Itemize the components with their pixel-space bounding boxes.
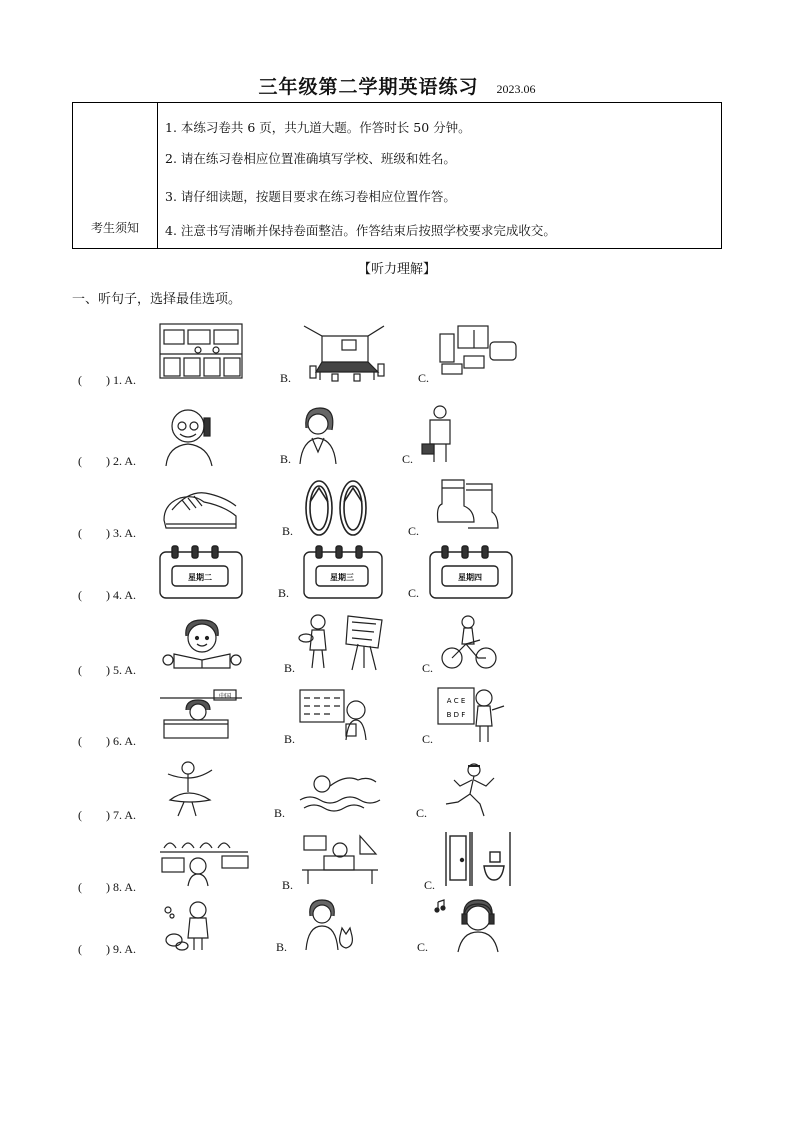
living-room-picture xyxy=(436,322,520,378)
section-title: 【听力理解】 xyxy=(357,262,436,277)
calendar-text-tuesday: 星期二 xyxy=(188,573,212,582)
boy-running-picture xyxy=(440,762,506,818)
q4-label: ( ) 4. A. xyxy=(78,588,136,602)
calendar-text-wednesday: 星期三 xyxy=(330,573,354,582)
girl-with-music-picture xyxy=(434,896,504,954)
girl-dancing-picture xyxy=(160,760,220,818)
q2-option-b: B. xyxy=(280,452,292,466)
girl-swimming-picture xyxy=(296,770,384,814)
q7-option-c: C. xyxy=(416,806,428,820)
q8-label: ( ) 8. A. xyxy=(78,880,136,894)
q8-option-b: B. xyxy=(282,878,294,892)
q2-option-c: C. xyxy=(402,452,414,466)
boy-painting-picture xyxy=(298,612,390,672)
q1-option-c: C. xyxy=(418,371,430,385)
board-text-row2: B D F xyxy=(446,711,466,719)
q1-option-b: B. xyxy=(280,371,292,385)
note-item-3: 3. 请仔细读题，按题目要求在练习卷相应位置作答。 xyxy=(165,189,456,204)
boots-picture xyxy=(434,476,500,532)
q3-label: ( ) 3. A. xyxy=(78,526,136,540)
chinese-class-picture xyxy=(158,688,244,740)
q3-option-c: C. xyxy=(408,524,420,538)
notes-label: 考生须知 xyxy=(73,103,158,249)
english-class-picture xyxy=(436,686,506,744)
kitchen-picture xyxy=(158,322,244,380)
q9-option-b: B. xyxy=(276,940,288,954)
q4-option-b: B. xyxy=(278,586,290,600)
q6-option-b: B. xyxy=(284,732,296,746)
maths-class-picture xyxy=(298,688,370,742)
sneakers-picture xyxy=(160,480,240,534)
note-item-4: 4. 注意书写清晰并保持卷面整洁。作答结束后按照学校要求完成收交。 xyxy=(165,223,556,238)
boy-reading-picture xyxy=(160,616,244,670)
q6-option-c: C. xyxy=(422,732,434,746)
calendar-text-thursday: 星期四 xyxy=(458,573,482,582)
page-title xyxy=(0,72,794,99)
q3-option-b: B. xyxy=(282,524,294,538)
q5-label: ( ) 5. A. xyxy=(78,663,136,677)
calendar-tuesday-picture xyxy=(158,544,244,600)
instruction: 一、听句子，选择最佳选项。 xyxy=(72,292,242,307)
title-date: 2023.06 xyxy=(496,82,536,96)
flip-flops-picture xyxy=(302,478,372,538)
grandpa-picture xyxy=(160,404,220,466)
note-item-1: 1. 本练习卷共 6 页，共九道大题。作答时长 50 分钟。 xyxy=(165,120,471,135)
q7-option-b: B. xyxy=(274,806,286,820)
boy-cycling-picture xyxy=(442,614,498,670)
q7-label: ( ) 7. A. xyxy=(78,808,136,822)
calendar-thursday-picture xyxy=(428,544,514,600)
q5-option-c: C. xyxy=(422,661,434,675)
q5-option-b: B. xyxy=(284,661,296,675)
board-text-row1: A C E xyxy=(446,697,466,705)
q9-label: ( ) 9. A. xyxy=(78,942,136,956)
dining-room-picture xyxy=(302,322,386,382)
note-item-2: 2. 请在练习卷相应位置准确填写学校、班级和姓名。 xyxy=(165,151,456,166)
board-text-chinese: 中国 xyxy=(218,693,232,700)
title-text: 三年级第二学期英语练习 xyxy=(258,76,479,98)
businessman-picture xyxy=(420,404,456,464)
calendar-wednesday-picture xyxy=(302,544,384,600)
toilet-picture xyxy=(444,828,516,888)
canteen-picture xyxy=(158,832,250,888)
q9-option-c: C. xyxy=(417,940,429,954)
girl-with-cat-picture xyxy=(296,896,358,952)
q6-label: ( ) 6. A. xyxy=(78,734,136,748)
q2-label: ( ) 2. A. xyxy=(78,454,136,468)
woman-picture xyxy=(296,404,340,464)
q4-option-c: C. xyxy=(408,586,420,600)
q8-option-c: C. xyxy=(424,878,436,892)
office-picture xyxy=(300,830,380,886)
girl-feeding-chickens-picture xyxy=(160,900,220,952)
q1-label: ( ) 1. A. xyxy=(78,373,136,387)
